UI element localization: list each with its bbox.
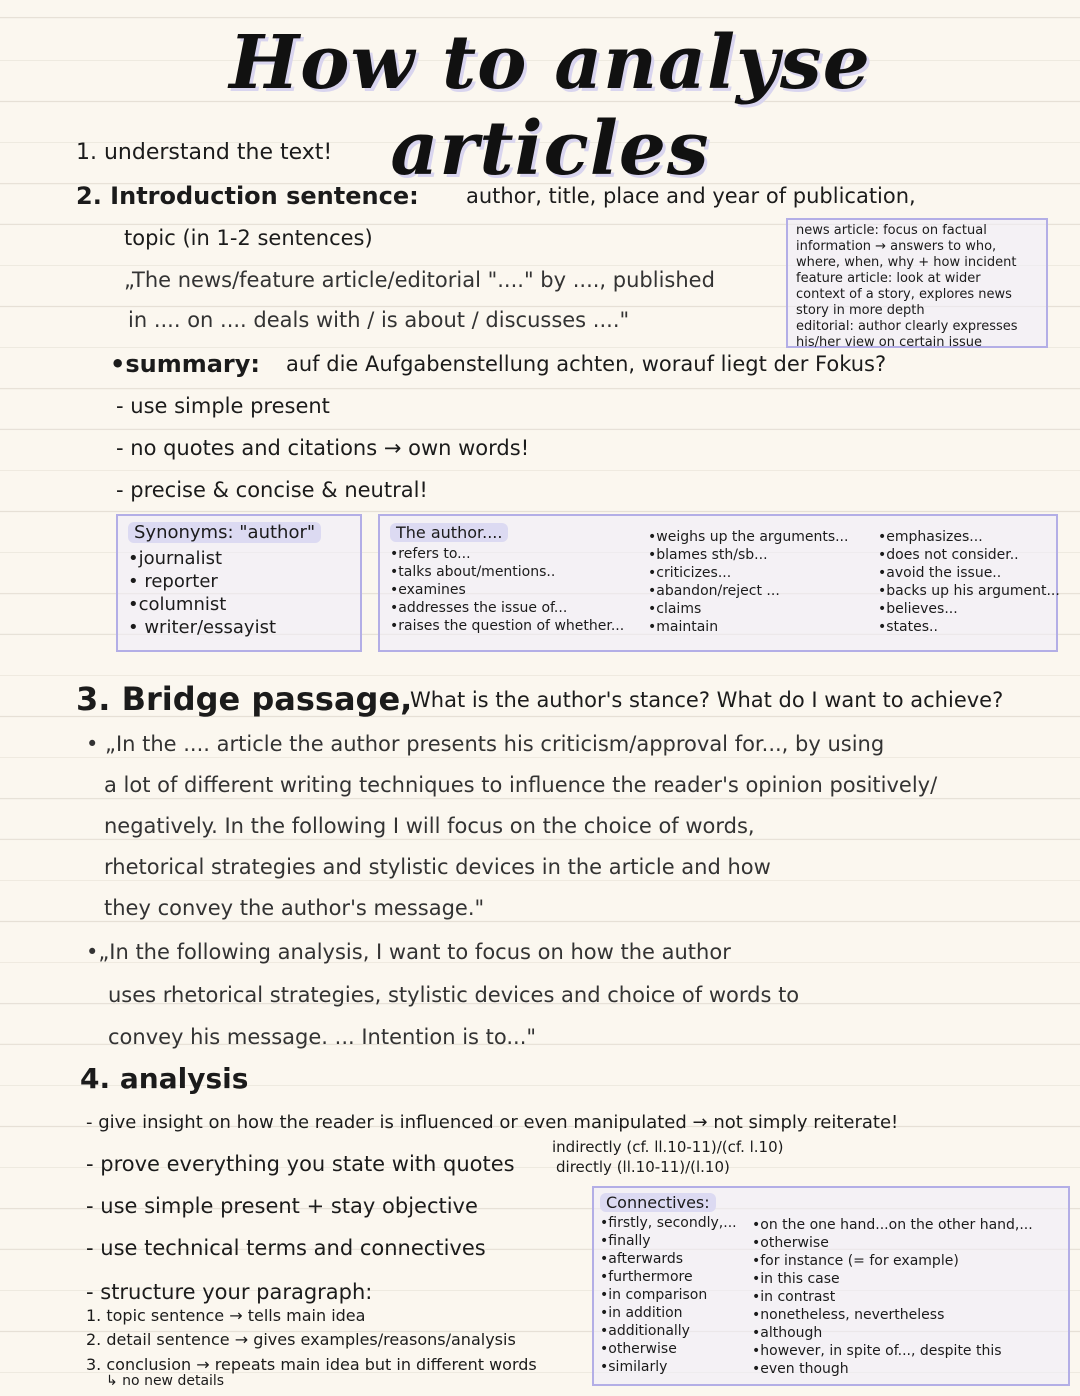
connective-item: •on the one hand...on the other hand,... — [752, 1217, 1033, 1233]
connective-item: •similarly — [600, 1359, 668, 1375]
step-3-question: What is the author's stance? What do I want to achieve? — [410, 688, 1004, 712]
analysis-rule: - give insight on how the reader is influenced or even manipulated → not simply reiterate! — [86, 1112, 899, 1133]
analysis-rule: - use technical terms and connectives — [86, 1236, 486, 1260]
bridge-line: they convey the author's message." — [104, 896, 485, 920]
paragraph-step-note: ↳ no new details — [106, 1373, 225, 1389]
connective-item: •in comparison — [600, 1287, 708, 1303]
synonyms-heading: Synonyms: "author" — [128, 522, 321, 543]
synonym-item: • reporter — [128, 571, 218, 592]
synonym-item: •columnist — [128, 594, 227, 615]
author-box-heading: The author.... — [390, 523, 508, 542]
bridge-line: rhetorical strategies and stylistic devices in the article and how — [104, 855, 771, 879]
author-verb: •maintain — [648, 619, 719, 635]
bridge-line: • „In the .... article the author presents his criticism/approval for..., by using — [86, 732, 885, 756]
bridge-line: a lot of different writing techniques to influence the reader's opinion positively/ — [104, 773, 938, 797]
analysis-rule: - structure your paragraph: — [86, 1280, 373, 1304]
summary-rule: - no quotes and citations → own words! — [116, 436, 530, 460]
connective-item: •in contrast — [752, 1289, 836, 1305]
summary-heading: •summary: — [110, 350, 260, 378]
author-verb: •weighs up the arguments... — [648, 529, 849, 545]
note-line: context of a story, explores news — [796, 287, 1012, 302]
step-2-topic: topic (in 1-2 sentences) — [124, 226, 373, 250]
note-line: news article: focus on factual — [796, 223, 987, 238]
step-2-heading: 2. Introduction sentence: — [76, 182, 419, 210]
step-3-heading: 3. Bridge passage, — [76, 680, 413, 718]
note-line: his/her view on certain issue — [796, 335, 983, 350]
step-1: 1. understand the text! — [76, 140, 333, 165]
intro-template-line-1: „The news/feature article/editorial "...." by ...., published — [124, 268, 715, 292]
author-verb: •believes... — [878, 601, 958, 617]
bridge-line: •„In the following analysis, I want to focus on how the author — [86, 940, 731, 964]
analysis-rule: - use simple present + stay objective — [86, 1194, 478, 1218]
paragraph-step: 3. conclusion → repeats main idea but in different words — [86, 1355, 537, 1374]
bridge-line: uses rhetorical strategies, stylistic devices and choice of words to — [108, 983, 800, 1007]
connective-item: •however, in spite of..., despite this — [752, 1343, 1002, 1359]
author-verbs-box — [378, 514, 1058, 652]
author-verb: •claims — [648, 601, 702, 617]
page-title: How to analyse articles — [229, 20, 871, 192]
connective-item: •additionally — [600, 1323, 690, 1339]
article-types-note — [786, 218, 1048, 348]
connectives-box — [592, 1186, 1070, 1386]
connective-item: •in this case — [752, 1271, 840, 1287]
citation-indirect: indirectly (cf. ll.10-11)/(cf. l.10) — [552, 1138, 784, 1156]
connective-item: •furthermore — [600, 1269, 693, 1285]
connective-item: •otherwise — [600, 1341, 677, 1357]
synonym-item: • writer/essayist — [128, 617, 277, 638]
connective-item: •finally — [600, 1233, 651, 1249]
connective-item: •afterwards — [600, 1251, 684, 1267]
connective-item: •otherwise — [752, 1235, 829, 1251]
author-verb: •emphasizes... — [878, 529, 983, 545]
note-line: feature article: look at wider — [796, 271, 981, 286]
step-4-heading: 4. analysis — [80, 1062, 249, 1095]
author-verb: •avoid the issue.. — [878, 565, 1002, 581]
paragraph-step: 1. topic sentence → tells main idea — [86, 1306, 366, 1325]
synonyms-box — [116, 514, 362, 652]
connective-item: •in addition — [600, 1305, 683, 1321]
connectives-heading: Connectives: — [600, 1193, 716, 1212]
author-verb: •talks about/mentions.. — [390, 564, 556, 580]
note-line: information → answers to who, — [796, 239, 997, 254]
connective-item: •firstly, secondly,... — [600, 1215, 737, 1231]
note-line: editorial: author clearly expresses — [796, 319, 1018, 334]
note-line: where, when, why + how incident — [796, 255, 1017, 270]
author-verb: •states.. — [878, 619, 938, 635]
step-2-elements: author, title, place and year of publication, — [466, 184, 916, 208]
author-verb: •refers to... — [390, 546, 471, 562]
note-line: story in more depth — [796, 303, 925, 318]
author-verb: •addresses the issue of... — [390, 600, 568, 616]
summary-instruction: auf die Aufgabenstellung achten, worauf liegt der Fokus? — [286, 352, 887, 376]
analysis-rule: - prove everything you state with quotes — [86, 1152, 515, 1176]
summary-rule: - precise & concise & neutral! — [116, 478, 428, 502]
connective-item: •although — [752, 1325, 823, 1341]
synonym-item: •journalist — [128, 548, 222, 569]
paragraph-step: 2. detail sentence → gives examples/reasons/analysis — [86, 1330, 516, 1349]
connective-item: •for instance (= for example) — [752, 1253, 959, 1269]
author-verb: •does not consider.. — [878, 547, 1019, 563]
author-verb: •raises the question of whether... — [390, 618, 625, 634]
intro-template-line-2: in .... on .... deals with / is about / discusses ...." — [128, 308, 630, 332]
bridge-line: negatively. In the following I will focus on the choice of words, — [104, 814, 755, 838]
connective-item: •nonetheless, nevertheless — [752, 1307, 945, 1323]
connective-item: •even though — [752, 1361, 849, 1377]
author-verb: •criticizes... — [648, 565, 732, 581]
author-verb: •examines — [390, 582, 466, 598]
author-verb: •blames sth/sb... — [648, 547, 768, 563]
citation-direct: directly (ll.10-11)/(l.10) — [556, 1158, 730, 1176]
author-verb: •backs up his argument... — [878, 583, 1060, 599]
bridge-line: convey his message. ... Intention is to..." — [108, 1025, 537, 1049]
author-verb: •abandon/reject ... — [648, 583, 780, 599]
summary-rule: - use simple present — [116, 394, 330, 418]
